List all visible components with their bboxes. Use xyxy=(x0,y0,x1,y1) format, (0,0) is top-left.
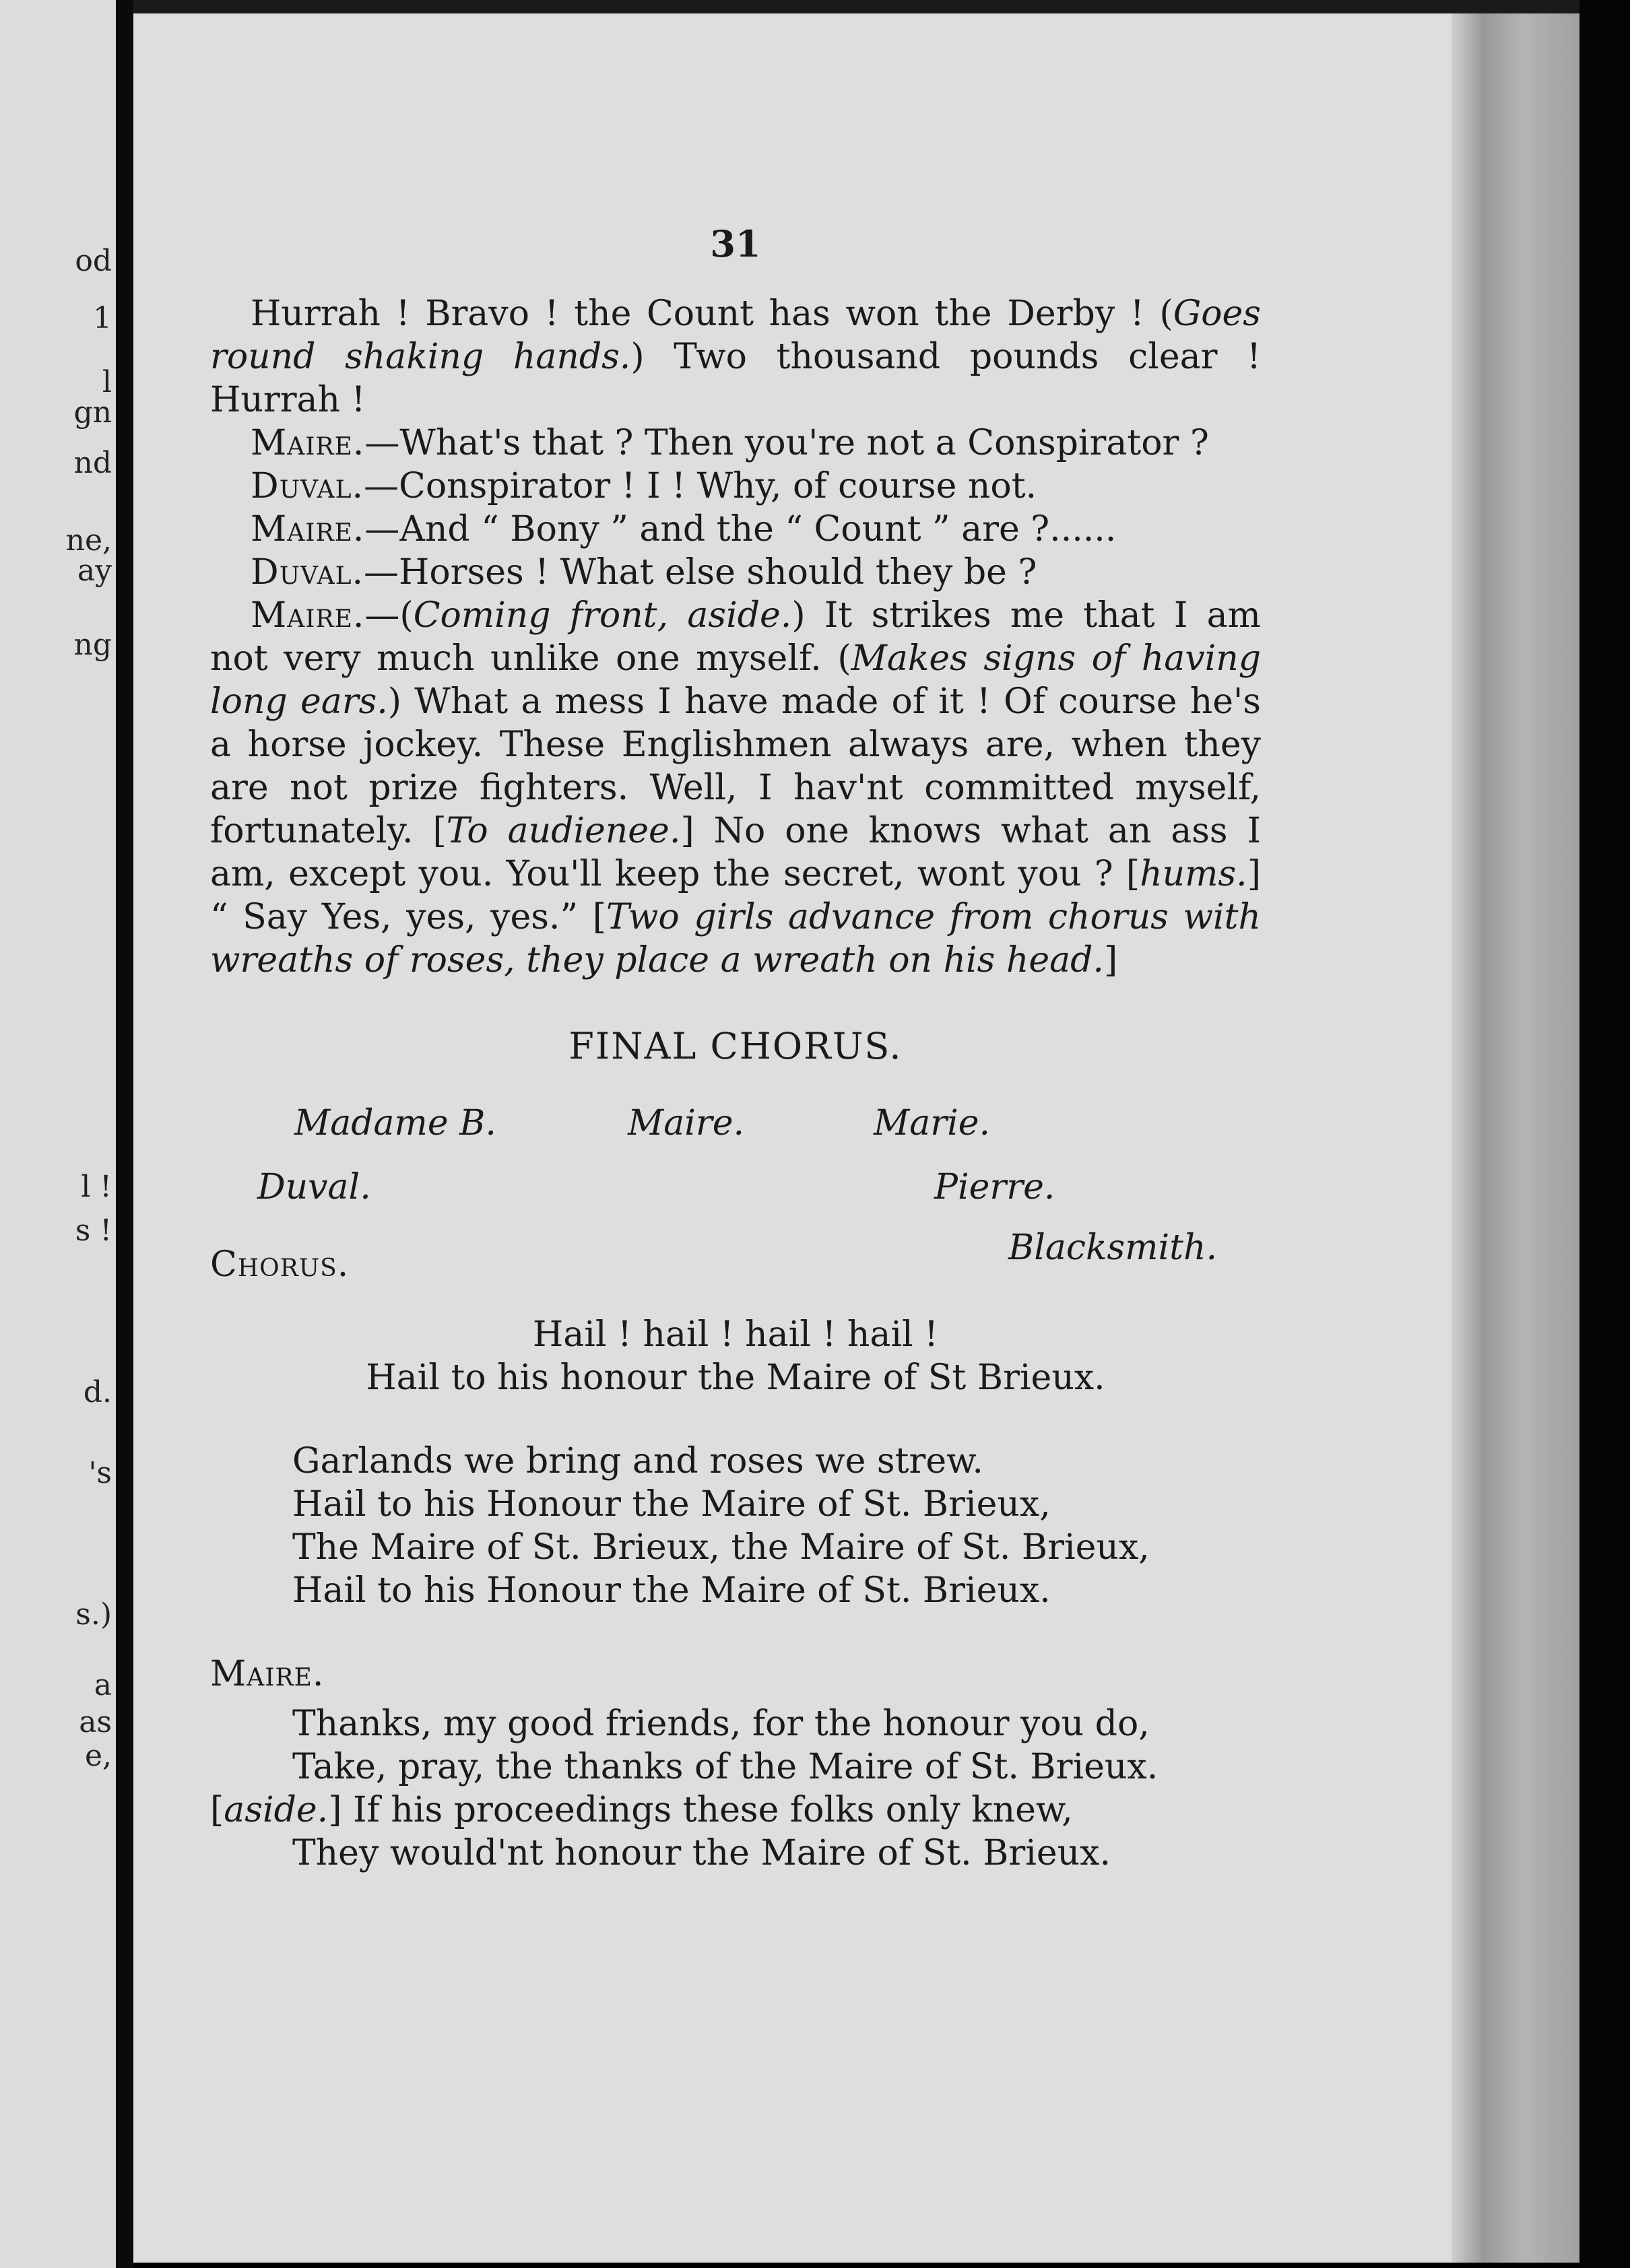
verse-line: Thanks, my good friends, for the honour you do, xyxy=(292,1704,1150,1744)
verse-line: [aside.] If his proceedings these folks only knew, xyxy=(210,1790,1073,1830)
maire-label: Maire. xyxy=(210,1654,325,1694)
dialogue-text: —Conspirator ! I ! Why, of course not. xyxy=(364,466,1037,506)
verse-line: They would'nt honour the Maire of St. Brieux. xyxy=(292,1833,1111,1873)
dialogue-text: ) Two thousand pounds clear ! Hurrah ! xyxy=(210,337,1262,420)
stage-direction: Two girls advance from chorus with wreaths of roses, they place a wreath on his head. xyxy=(210,897,1261,980)
dialogue-text: ] “ Say Yes, yes, yes.” [ xyxy=(210,854,1261,937)
facing-page-text: d. xyxy=(83,1375,112,1409)
dialogue-text: —What's that ? Then you're not a Conspirator ? xyxy=(364,423,1209,463)
next-page-edge xyxy=(1485,13,1579,2263)
speaker-name: Duval. xyxy=(251,466,364,506)
stage-direction: To audienee. xyxy=(446,811,681,851)
dialogue-paragraph xyxy=(210,594,1261,982)
stage-direction: hums. xyxy=(1140,854,1247,894)
cast-pierre: Pierre. xyxy=(934,1167,1055,1207)
facing-page-text: gn xyxy=(73,395,112,430)
facing-page-text: ng xyxy=(73,628,112,662)
dialogue-paragraph xyxy=(210,292,1261,422)
dialogue-text: Hurrah ! Bravo ! the Count has won the Derby ! ( xyxy=(251,294,1173,334)
chorus-label: Chorus. xyxy=(210,1244,350,1285)
chorus-line: Hail to his honour the Maire of St Brieux. xyxy=(366,1358,1105,1398)
cast-listing xyxy=(210,1102,1261,1270)
chorus-verse xyxy=(210,1313,1261,1399)
facing-page-text: s.) xyxy=(75,1597,112,1632)
facing-page-fragment xyxy=(0,0,116,2268)
facing-page-text: ay xyxy=(77,554,112,588)
dialogue-text: ] xyxy=(1103,940,1118,980)
speaker-name: Maire. xyxy=(251,423,365,463)
cast-duval: Duval. xyxy=(257,1167,371,1207)
scan-top-border xyxy=(133,0,1579,15)
verse-line: Garlands we bring and roses we strew. xyxy=(292,1441,983,1481)
cast-blacksmith: Blacksmith. xyxy=(1008,1228,1218,1268)
dialogue-paragraph xyxy=(210,465,1261,508)
dialogue-text: —( xyxy=(364,595,414,636)
facing-page-text: od xyxy=(75,244,112,278)
dialogue-paragraph xyxy=(210,508,1261,551)
cast-madame-b: Madame B. xyxy=(294,1103,496,1143)
final-chorus-heading: FINAL CHORUS. xyxy=(568,1025,903,1067)
stage-direction: Goes round shaking hands. xyxy=(210,294,1261,377)
facing-page-text: as xyxy=(79,1705,112,1739)
verse-line: The Maire of St. Brieux, the Maire of St. Brieux, xyxy=(292,1527,1150,1568)
dialogue-text: ) What a mess I have made of it ! Of course he's a horse jockey. These Englishmen always are, when they are not prize fighters. Well, I hav'nt committed myself, fortunately. [ xyxy=(210,681,1261,851)
verse-line: Hail to his Honour the Maire of St. Brieux. xyxy=(292,1570,1051,1611)
dialogue-text: ] No one knows what an ass I am, except you. You'll keep the secret, wont you ? [ xyxy=(210,811,1262,894)
cast-marie: Marie. xyxy=(874,1103,991,1143)
speaker-name: Maire. xyxy=(251,595,365,636)
cast-maire: Maire. xyxy=(628,1103,745,1143)
page-number: 31 xyxy=(710,222,761,265)
verse-line: Hail to his Honour the Maire of St. Brieux, xyxy=(292,1484,1051,1525)
dialogue-text: —And “ Bony ” and the “ Count ” are ?...... xyxy=(364,509,1117,549)
dialogue-paragraph xyxy=(210,551,1261,594)
speaker-name: Duval. xyxy=(251,552,364,593)
facing-page-text: 's xyxy=(88,1456,112,1490)
speaker-name: Maire. xyxy=(251,509,365,549)
scan-right-border xyxy=(1579,0,1630,2268)
facing-page-text: e, xyxy=(84,1739,112,1773)
chorus-line: Hail ! hail ! hail ! hail ! xyxy=(532,1314,939,1355)
garland-verse xyxy=(210,1440,1261,1612)
facing-page-text: l ! xyxy=(81,1170,112,1204)
verse-line: Take, pray, the thanks of the Maire of St. Brieux. xyxy=(292,1747,1159,1787)
dialogue-paragraph xyxy=(210,422,1261,465)
facing-page-text: l xyxy=(102,365,112,399)
facing-page-text: nd xyxy=(73,446,112,480)
dialogue-text: ) It strikes me that I am not very much unlike one myself. ( xyxy=(210,595,1261,679)
facing-page-text: s ! xyxy=(75,1213,112,1248)
dialogue-text: —Horses ! What else should they be ? xyxy=(364,552,1037,593)
maire-verse xyxy=(210,1702,1261,1875)
dialogue-paragraphs xyxy=(210,292,1261,982)
facing-page-text: ne, xyxy=(65,523,112,558)
stage-direction: Coming front, aside. xyxy=(413,595,792,636)
facing-page-text: a xyxy=(94,1668,112,1702)
stage-direction: aside. xyxy=(224,1790,329,1830)
page-content xyxy=(210,222,1261,1875)
book-gutter xyxy=(116,0,133,2268)
facing-page-text: 1 xyxy=(93,301,112,335)
stage-direction: Makes signs of having long ears. xyxy=(210,638,1261,722)
